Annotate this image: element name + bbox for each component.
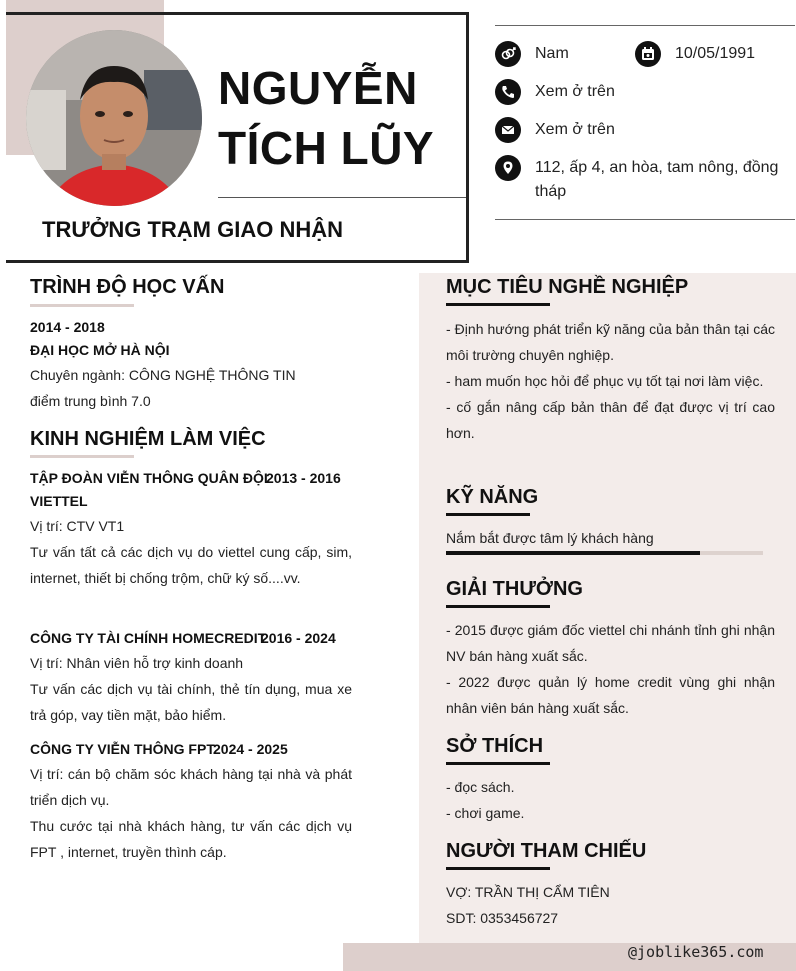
skill-level-track bbox=[446, 551, 763, 555]
candidate-name-line1: NGUYỄN bbox=[218, 62, 418, 114]
phone-value: Xem ở trên bbox=[535, 83, 615, 100]
location-icon bbox=[495, 155, 521, 181]
phone-icon bbox=[495, 79, 521, 105]
objective-title: MỤC TIÊU NGHỀ NGHIỆP bbox=[446, 276, 689, 298]
candidate-name bbox=[218, 58, 463, 178]
job2-position: Vị trí: Nhân viên hỗ trợ kinh doanh bbox=[30, 655, 244, 671]
job3-position: Vị trí: cán bộ chăm sóc khách hàng tại nhà và phát triển dịch vụ. bbox=[30, 766, 352, 808]
education-gpa: điểm trung bình 7.0 bbox=[30, 393, 151, 409]
job1-period: 2013 - 2016 bbox=[266, 470, 341, 486]
job1-description: Tư vấn tất cả các dịch vụ do viettel cung cấp, sim, internet, thiết bị chống trộm, chữ ký số....vv. bbox=[30, 544, 352, 586]
calendar-icon bbox=[635, 41, 661, 67]
objective-item: - ham muốn học hỏi để phục vụ tốt tại nơi làm việc. bbox=[446, 373, 764, 389]
job3-company: CÔNG TY VIỄN THÔNG FPT bbox=[30, 741, 215, 757]
avatar-image bbox=[26, 30, 202, 206]
hobby-item: - đọc sách. bbox=[446, 779, 515, 795]
job3-period: 2024 - 2025 bbox=[213, 741, 288, 757]
hobby-item: - chơi game. bbox=[446, 805, 525, 821]
objective-item: - Định hướng phát triển kỹ năng của bản thân tại các môi trường chuyên nghiệp. bbox=[446, 321, 775, 363]
education-title: TRÌNH ĐỘ HỌC VẤN bbox=[30, 276, 225, 298]
skills-title: KỸ NĂNG bbox=[446, 486, 539, 508]
references-title-underline bbox=[446, 867, 550, 870]
experience-title-underline bbox=[30, 455, 134, 458]
skills-title-underline bbox=[446, 513, 530, 516]
reference-phone: SDT: 0353456727 bbox=[446, 910, 559, 926]
email-value: Xem ở trên bbox=[535, 121, 615, 138]
education-title-underline bbox=[30, 304, 134, 307]
job2-period: 2016 - 2024 bbox=[261, 630, 336, 646]
references-title: NGƯỜI THAM CHIẾU bbox=[446, 840, 647, 862]
award-item: - 2022 được quản lý home credit vùng ghi nhận nhân viên bán hàng xuất sắc. bbox=[446, 674, 775, 716]
job1-company-line2: VIETTEL bbox=[30, 493, 88, 509]
gender-icon bbox=[495, 41, 521, 67]
job2-description: Tư vấn các dịch vụ tài chính, thẻ tín dụng, mua xe trả góp, vay tiền mặt, bảo hiểm. bbox=[30, 681, 352, 723]
contact-bottom-divider bbox=[495, 219, 795, 220]
footer-watermark: @joblike365.com bbox=[628, 943, 764, 961]
job1-company-line1: TẬP ĐOÀN VIỄN THÔNG QUÂN ĐỘI bbox=[30, 470, 268, 486]
education-major: Chuyên ngành: CÔNG NGHỆ THÔNG TIN bbox=[30, 367, 296, 383]
gender-value: Nam bbox=[535, 45, 569, 62]
name-divider bbox=[218, 197, 466, 198]
job3-description: Thu cước tại nhà khách hàng, tư vấn các dịch vụ FPT , internet, truyền thình cáp. bbox=[30, 818, 352, 860]
objective-item: - cố gắn nâng cấp bản thân để đạt được vị trí cao hơn. bbox=[446, 399, 775, 441]
contact-top-divider bbox=[495, 25, 795, 26]
job2-company: CÔNG TY TÀI CHÍNH HOMECREDIT bbox=[30, 630, 267, 646]
reference-name: VỢ: TRẦN THỊ CẨM TIÊN bbox=[446, 884, 610, 900]
education-school: ĐẠI HỌC MỞ HÀ NỘI bbox=[30, 342, 170, 358]
hobbies-title: SỞ THÍCH bbox=[446, 735, 544, 757]
award-item: - 2015 được giám đốc viettel chi nhánh tỉnh ghi nhận NV bán hàng xuất sắc. bbox=[446, 622, 775, 664]
address-value: 112, ấp 4, an hòa, tam nông, đồng tháp bbox=[535, 159, 779, 200]
candidate-name-line2: TÍCH LŨY bbox=[218, 122, 435, 174]
mail-icon bbox=[495, 117, 521, 143]
avatar bbox=[26, 30, 202, 206]
birthday-value: 10/05/1991 bbox=[675, 45, 756, 62]
education-period: 2014 - 2018 bbox=[30, 319, 105, 335]
awards-title: GIẢI THƯỞNG bbox=[446, 578, 583, 600]
experience-title: KINH NGHIỆM LÀM VIỆC bbox=[30, 428, 266, 450]
awards-title-underline bbox=[446, 605, 550, 608]
skill-name: Nắm bắt được tâm lý khách hàng bbox=[446, 530, 654, 546]
skill-level-fill bbox=[446, 551, 700, 555]
job-title: TRƯỞNG TRẠM GIAO NHẬN bbox=[42, 217, 343, 242]
hobbies-title-underline bbox=[446, 762, 550, 765]
objective-title-underline bbox=[446, 303, 550, 306]
job1-position: Vị trí: CTV VT1 bbox=[30, 518, 125, 534]
